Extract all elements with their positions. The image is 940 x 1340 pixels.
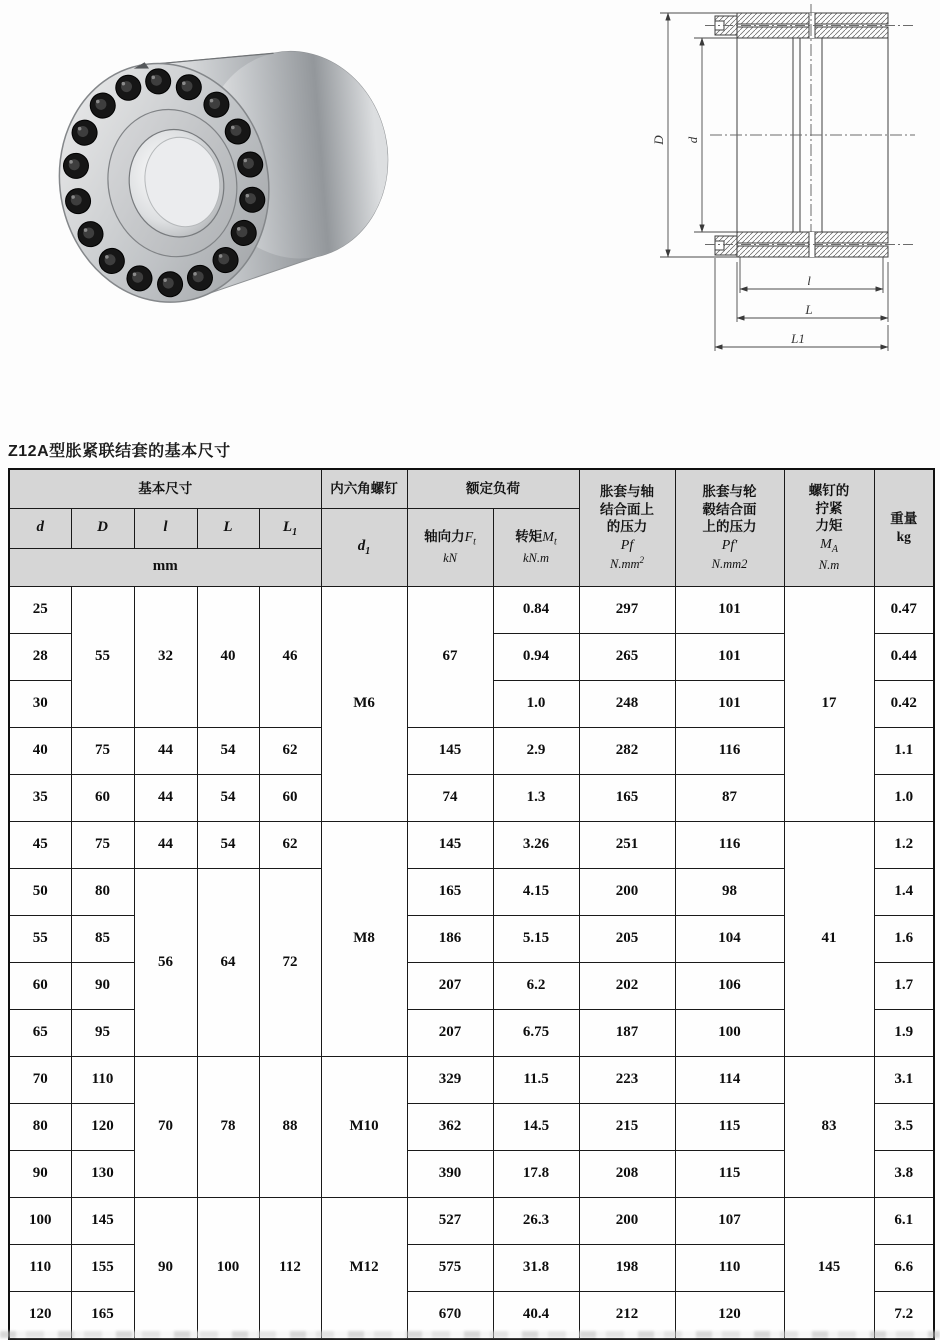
table-cell: 115 [675, 1103, 784, 1150]
ma-l1: 螺钉的 [808, 483, 850, 499]
table-cell: 107 [675, 1197, 784, 1244]
table-cell: 130 [71, 1150, 134, 1197]
table-cell: 207 [407, 1009, 493, 1056]
header-hex-screw: 内六角螺钉 [321, 469, 407, 508]
ma-l2: 拧紧 [815, 500, 843, 516]
table-cell: M8 [321, 821, 407, 1056]
table-cell: M10 [321, 1056, 407, 1197]
table-cell: 101 [675, 680, 784, 727]
pf-shaft-symbol: Pf [620, 537, 634, 553]
technical-drawing [630, 0, 940, 365]
table-cell: 198 [579, 1244, 675, 1291]
ma-unit: N.m [818, 557, 840, 572]
col-L1-sub: 1 [292, 526, 298, 538]
table-cell: 50 [9, 868, 71, 915]
table-cell: 3.26 [493, 821, 579, 868]
header-axial-force [407, 508, 493, 586]
dim-label-L: L [805, 302, 813, 317]
col-L: L [223, 519, 233, 536]
table-cell: 165 [579, 774, 675, 821]
table-cell: 60 [259, 774, 321, 821]
dim-label-d: d [685, 136, 700, 144]
axial-sub: t [473, 536, 476, 548]
dim-label-L1: L1 [791, 331, 805, 346]
table-cell: 207 [407, 962, 493, 1009]
table-cell: 120 [675, 1291, 784, 1339]
table-cell: 145 [407, 821, 493, 868]
table-cell: 265 [579, 633, 675, 680]
header-tightening-torque [784, 469, 874, 586]
table-cell: 6.6 [874, 1244, 934, 1291]
axial-label: 轴向力 [424, 528, 465, 544]
col-d: d [36, 519, 44, 536]
header-torque [493, 508, 579, 586]
table-cell: 205 [579, 915, 675, 962]
pf-shaft-unit: N.mm [610, 556, 640, 571]
table-cell: 60 [71, 774, 134, 821]
axial-symbol: F [464, 529, 474, 545]
table-cell: 46 [259, 586, 321, 727]
unit-mm: mm [152, 558, 178, 575]
table-cell: 67 [407, 586, 493, 727]
table-cell: 6.75 [493, 1009, 579, 1056]
table-cell: 165 [71, 1291, 134, 1339]
table-cell: 65 [9, 1009, 71, 1056]
table-cell: 145 [784, 1197, 874, 1339]
table-cell: 115 [675, 1150, 784, 1197]
table-cell: 55 [71, 586, 134, 727]
table-cell: 1.7 [874, 962, 934, 1009]
pf-shaft-unit-sup: 2 [639, 554, 645, 565]
table-cell: 1.0 [874, 774, 934, 821]
table-cell: 100 [675, 1009, 784, 1056]
table-cell: 70 [134, 1056, 197, 1197]
table-cell: 155 [71, 1244, 134, 1291]
table-cell: 40 [197, 586, 259, 727]
table-cell: 116 [675, 727, 784, 774]
table-cell: 0.42 [874, 680, 934, 727]
table-cell: 145 [407, 727, 493, 774]
table-cell: 54 [197, 774, 259, 821]
table-cell: 110 [675, 1244, 784, 1291]
table-cell: 212 [579, 1291, 675, 1339]
table-cell: 527 [407, 1197, 493, 1244]
table-cell: 0.84 [493, 586, 579, 633]
table-cell: 80 [71, 868, 134, 915]
ma-symbol: M [820, 536, 832, 552]
table-row [9, 1056, 934, 1103]
table-cell: 31.8 [493, 1244, 579, 1291]
header-pressure-hub [675, 469, 784, 586]
table-cell: 100 [9, 1197, 71, 1244]
pf-hub-l2: 毂结合面 [702, 501, 757, 517]
table-cell: 5.15 [493, 915, 579, 962]
page-title: Z12A型胀紧联结套的基本尺寸 [8, 443, 231, 460]
table-cell: 297 [579, 586, 675, 633]
table-cell: 28 [9, 633, 71, 680]
table-cell: 98 [675, 868, 784, 915]
expansion-sleeve-photo [45, 22, 395, 322]
table-cell: 30 [9, 680, 71, 727]
table-cell: 56 [134, 868, 197, 1056]
table-cell: 248 [579, 680, 675, 727]
table-cell: 1.6 [874, 915, 934, 962]
table-cell: 62 [259, 821, 321, 868]
table-cell: 165 [407, 868, 493, 915]
table-cell: 35 [9, 774, 71, 821]
table-cell: 186 [407, 915, 493, 962]
col-D: D [97, 519, 108, 536]
table-cell: 95 [71, 1009, 134, 1056]
pf-hub-l3: 上的压力 [702, 519, 757, 535]
table-cell: 329 [407, 1056, 493, 1103]
torque-unit: kN.m [523, 550, 550, 565]
table-cell: 80 [9, 1103, 71, 1150]
table-cell: 17 [784, 586, 874, 821]
table-row [9, 586, 934, 633]
table-cell: 0.47 [874, 586, 934, 633]
table-cell: 75 [71, 727, 134, 774]
dim-label-D: D [651, 135, 666, 145]
table-cell: 60 [9, 962, 71, 1009]
table-cell: 282 [579, 727, 675, 774]
table-cell: 101 [675, 586, 784, 633]
table-cell: 112 [259, 1197, 321, 1339]
table-cell: 145 [71, 1197, 134, 1244]
table-cell: 101 [675, 633, 784, 680]
table-cell: 40.4 [493, 1291, 579, 1339]
col-L1: L [282, 518, 293, 535]
table-cell: 106 [675, 962, 784, 1009]
table-cell: 251 [579, 821, 675, 868]
axial-unit: kN [443, 550, 457, 565]
table-cell: 1.1 [874, 727, 934, 774]
ma-sub: A [831, 543, 838, 555]
table-cell: 3.8 [874, 1150, 934, 1197]
table-cell: 2.9 [493, 727, 579, 774]
table-cell: 3.5 [874, 1103, 934, 1150]
table-cell: 200 [579, 1197, 675, 1244]
pf-shaft-l2: 结合面上 [600, 501, 655, 517]
table-cell: 114 [675, 1056, 784, 1103]
table-cell: 3.1 [874, 1056, 934, 1103]
col-d1-sub: 1 [365, 545, 371, 557]
table-cell: 1.2 [874, 821, 934, 868]
col-d1: d [357, 537, 366, 554]
table-cell: 88 [259, 1056, 321, 1197]
table-cell: 44 [134, 774, 197, 821]
table-cell: 62 [259, 727, 321, 774]
table-row [9, 1197, 934, 1244]
table-cell: 202 [579, 962, 675, 1009]
table-cell: 40 [9, 727, 71, 774]
product-photo [45, 22, 395, 332]
table-cell: 87 [675, 774, 784, 821]
weight-unit: kg [896, 528, 911, 544]
torque-label: 转矩 [515, 528, 543, 544]
table-cell: 74 [407, 774, 493, 821]
table-cell: 223 [579, 1056, 675, 1103]
table-cell: 104 [675, 915, 784, 962]
table-cell: 26.3 [493, 1197, 579, 1244]
table-cell: 44 [134, 821, 197, 868]
table-cell: 575 [407, 1244, 493, 1291]
col-l: l [163, 519, 168, 536]
pf-shaft-l3: 的压力 [606, 519, 648, 535]
table-cell: 72 [259, 868, 321, 1056]
table-cell: 90 [134, 1197, 197, 1339]
spec-table [8, 468, 935, 1340]
table-cell: 64 [197, 868, 259, 1056]
table-cell: 4.15 [493, 868, 579, 915]
table-cell: 45 [9, 821, 71, 868]
table-cell: 100 [197, 1197, 259, 1339]
table-cell: 17.8 [493, 1150, 579, 1197]
table-cell: 41 [784, 821, 874, 1056]
table-cell: 670 [407, 1291, 493, 1339]
pf-shaft-l1: 胀套与轴 [600, 483, 655, 499]
torque-sub: t [553, 536, 557, 548]
table-cell: 1.0 [493, 680, 579, 727]
table-cell: 116 [675, 821, 784, 868]
table-cell: 1.4 [874, 868, 934, 915]
table-cell: 200 [579, 868, 675, 915]
table-cell: 70 [9, 1056, 71, 1103]
ma-l3: 力矩 [815, 518, 843, 534]
header-pressure-shaft [579, 469, 675, 586]
table-cell: 25 [9, 586, 71, 633]
table-cell: 75 [71, 821, 134, 868]
table-cell: 83 [784, 1056, 874, 1197]
table-cell: 90 [71, 962, 134, 1009]
table-cell: 1.9 [874, 1009, 934, 1056]
table-cell: 54 [197, 727, 259, 774]
header-basic-dims: 基本尺寸 [9, 469, 321, 508]
pf-hub-symbol: Pf′ [721, 537, 738, 553]
table-cell: 1.3 [493, 774, 579, 821]
table-cell: 110 [9, 1244, 71, 1291]
table-cell: 32 [134, 586, 197, 727]
table-cell: 208 [579, 1150, 675, 1197]
table-cell: 14.5 [493, 1103, 579, 1150]
table-cell: 11.5 [493, 1056, 579, 1103]
table-cell: 7.2 [874, 1291, 934, 1339]
table-cell: 6.1 [874, 1197, 934, 1244]
table-cell: 0.94 [493, 633, 579, 680]
table-cell: 215 [579, 1103, 675, 1150]
table-cell: M6 [321, 586, 407, 821]
table-cell: 78 [197, 1056, 259, 1197]
table-cell: 90 [9, 1150, 71, 1197]
table-cell: 6.2 [493, 962, 579, 1009]
table-cell: 120 [71, 1103, 134, 1150]
table-cell: 187 [579, 1009, 675, 1056]
cropped-content-strip [0, 1331, 940, 1338]
table-cell: M12 [321, 1197, 407, 1339]
table-cell: 44 [134, 727, 197, 774]
table-cell: 55 [9, 915, 71, 962]
weight-label: 重量 [890, 511, 918, 527]
pf-hub-l1: 胀套与轮 [702, 484, 757, 500]
table-cell: 110 [71, 1056, 134, 1103]
pf-hub-unit: N.mm2 [711, 556, 748, 571]
header-rated-load: 额定负荷 [407, 469, 579, 508]
table-cell: 362 [407, 1103, 493, 1150]
torque-symbol: M [542, 529, 554, 545]
dim-label-l: l [807, 273, 811, 288]
table-row [9, 821, 934, 868]
header-weight [874, 469, 934, 586]
table-cell: 0.44 [874, 633, 934, 680]
table-cell: 120 [9, 1291, 71, 1339]
table-cell: 390 [407, 1150, 493, 1197]
table-cell: 85 [71, 915, 134, 962]
table-cell: 54 [197, 821, 259, 868]
